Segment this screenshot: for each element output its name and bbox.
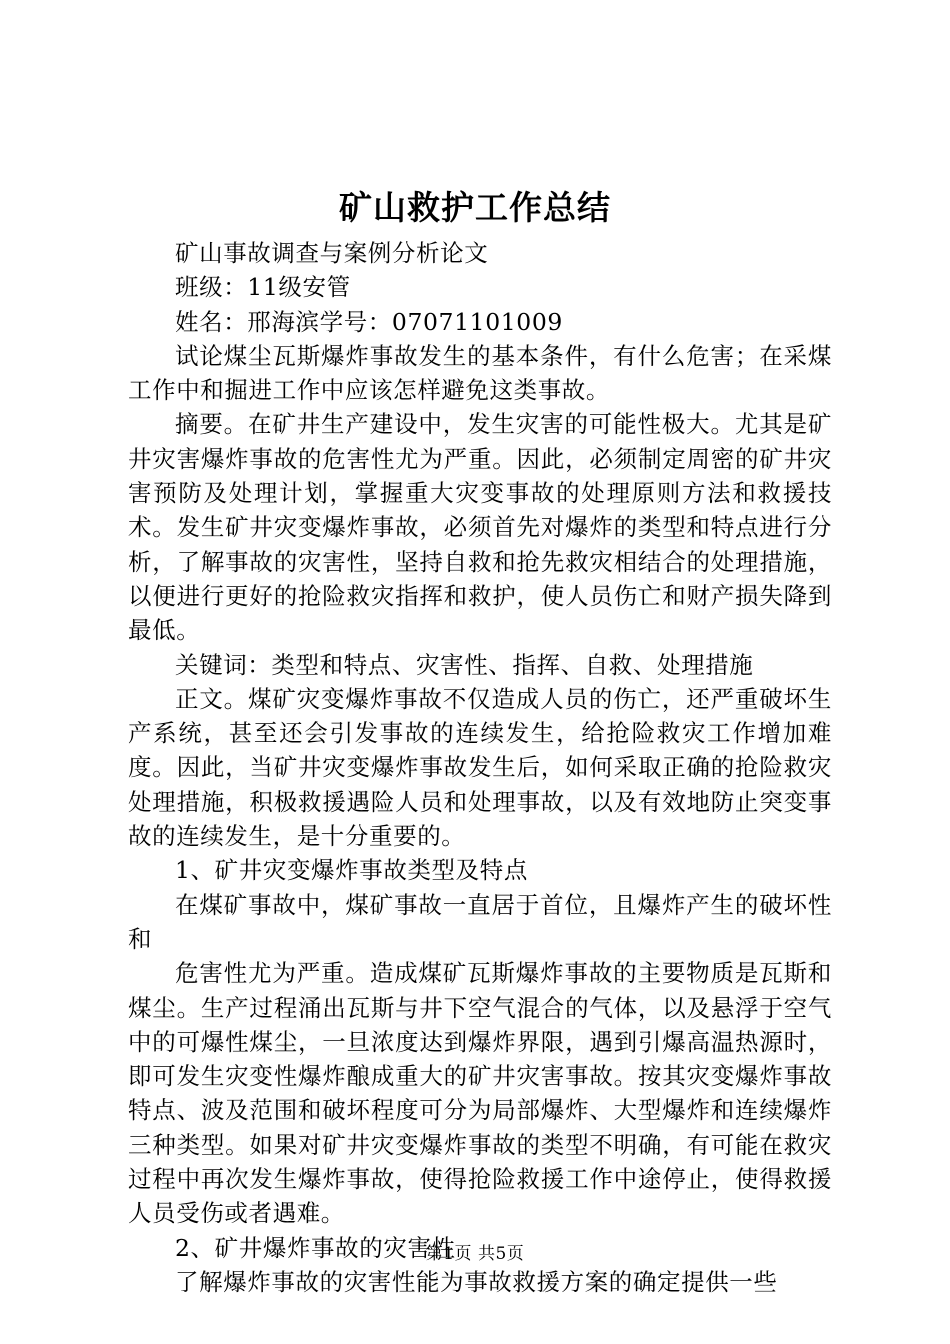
section-heading-1: 1、矿井灾变爆炸事故类型及特点 (175, 856, 528, 885)
body-paragraph: 了解爆炸事故的灾害性能为事故救援方案的确定提供一些 (175, 1267, 778, 1296)
paper-question: 试论煤尘瓦斯爆炸事故发生的基本条件，有什么危害；在采煤工作中和掘进工作中应该怎样避免这类事故。 (128, 341, 832, 405)
section-heading-2: 2、矿井爆炸事故的灾害性 (175, 1233, 456, 1262)
paper-subtitle: 矿山事故调查与案例分析论文 (175, 239, 489, 267)
document-title: 矿山救护工作总结 (339, 188, 611, 227)
main-text-paragraph: 正文。煤矿灾变爆炸事故不仅造成人员的伤亡，还严重破坏生产系统，甚至还会引发事故的连续发生，给抢险救灾工作增加难度。因此，当矿井灾变爆炸事故发生后，如何采取正确的抢险救灾处理措施，积极救援遇险人员和处理事故，以及有效地防止突变事故的连续发生，是十分重要的。 (128, 684, 832, 851)
body-paragraph: 危害性尤为严重。造成煤矿瓦斯爆炸事故的主要物质是瓦斯和煤尘。生产过程涌出瓦斯与井下空气混合的气体，以及悬浮于空气中的可爆性煤尘，一旦浓度达到爆炸界限，遇到引爆高温热源时，即可发生灾变性爆炸酿成重大的矿井灾害事故。按其灾变爆炸事故特点、波及范围和破坏程度可分为局部爆炸、大型爆炸和连续爆炸三种类型。如果对矿井灾变爆炸事故的类型不明确，有可能在救灾过程中再次发生爆炸事故，使得抢险救援工作中途停止，使得救援人员受伤或者遇难。 (128, 959, 832, 1228)
class-info: 班级：11级安管 (175, 273, 351, 302)
author-info: 姓名：邢海滨学号：07071101009 (175, 307, 563, 336)
page-footer: 第1页 共5页 (425, 1244, 525, 1264)
body-paragraph: 在煤矿事故中，煤矿事故一直居于首位，且爆炸产生的破坏性和 (128, 890, 832, 953)
document-body (128, 236, 832, 1299)
abstract-paragraph: 摘要。在矿井生产建设中，发生灾害的可能性极大。尤其是矿井灾害爆炸事故的危害性尤为严重。因此，必须制定周密的矿井灾害预防及处理计划，掌握重大灾变事故的处理原则方法和救援技术。发生矿井灾变爆炸事故，必须首先对爆炸的类型和特点进行分析，了解事故的灾害性，坚持自救和抢先救灾相结合的处理措施，以便进行更好的抢险救灾指挥和救护，使人员伤亡和财产损失降到最低。 (128, 410, 832, 645)
keywords-paragraph: 关键词：类型和特点、灾害性、指挥、自救、处理措施 (175, 650, 754, 679)
